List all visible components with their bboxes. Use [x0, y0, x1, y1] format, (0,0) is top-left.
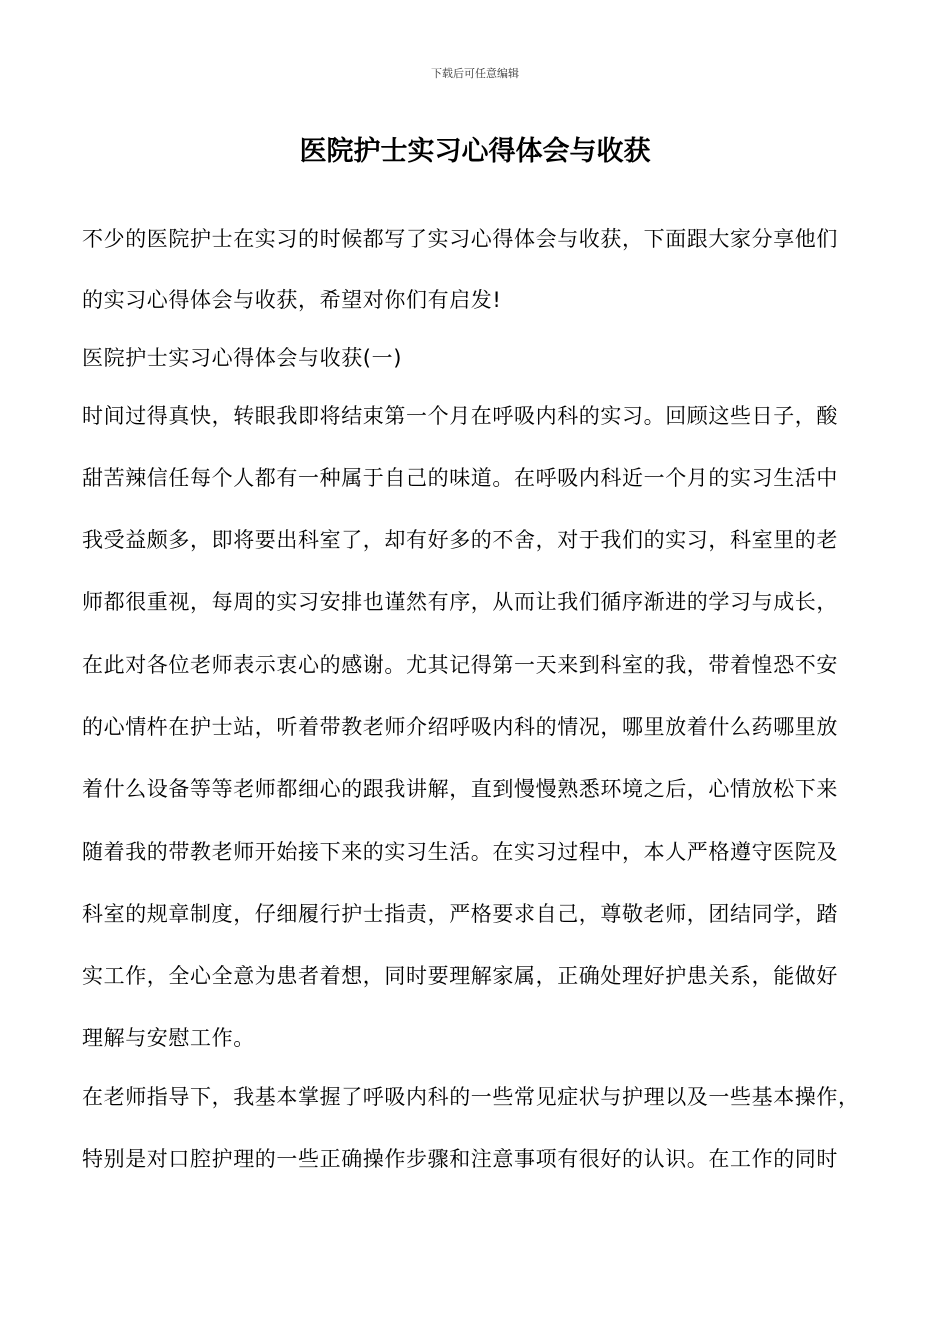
text-line-p2-1: 在老师指导下，我基本掌握了呼吸内科的一些常见症状与护理以及一些基本操作，	[82, 1085, 860, 1109]
text-line-p2-2: 特别是对口腔护理的一些正确操作步骤和注意事项有很好的认识。在工作的同时	[82, 1147, 838, 1171]
text-line-p1-5: 在此对各位老师表示衷心的感谢。尤其记得第一天来到科室的我，带着惶恐不安	[82, 653, 838, 677]
text-line-p1-7: 着什么设备等等老师都细心的跟我讲解，直到慢慢熟悉环境之后，心情放松下来	[82, 777, 838, 801]
text-line-p1-2: 甜苦辣信任每个人都有一种属于自己的味道。在呼吸内科近一个月的实习生活中	[82, 466, 838, 490]
text-line-p1-4: 师都很重视，每周的实习安排也谨然有序，从而让我们循序渐进的学习与成长，	[82, 590, 838, 614]
text-line-p1-9: 科室的规章制度，仔细履行护士指责，严格要求自己，尊敬老师，团结同学，踏	[82, 902, 838, 926]
text-line-intro-1: 不少的医院护士在实习的时候都写了实习心得体会与收获，下面跟大家分享他们	[82, 227, 838, 251]
text-line-p1-8: 随着我的带教老师开始接下来的实习生活。在实习过程中，本人严格遵守医院及	[82, 840, 838, 864]
text-line-p1-3: 我受益颇多，即将要出科室了，却有好多的不舍，对于我们的实习，科室里的老	[82, 528, 838, 552]
text-line-p1-11: 理解与安慰工作。	[82, 1026, 255, 1050]
text-line-intro-2: 的实习心得体会与收获，希望对你们有启发!	[82, 288, 502, 312]
text-line-p1-1: 时间过得真快，转眼我即将结束第一个月在呼吸内科的实习。回顾这些日子，酸	[82, 404, 838, 428]
header-note: 下载后可任意编辑	[431, 67, 519, 80]
section-heading: 医院护士实习心得体会与收获(一)	[82, 346, 402, 370]
document-title: 医院护士实习心得体会与收获	[299, 136, 651, 167]
text-line-p1-10: 实工作，全心全意为患者着想，同时要理解家属，正确处理好护患关系，能做好	[82, 964, 838, 988]
text-line-p1-6: 的心情杵在护士站，听着带教老师介绍呼吸内科的情况，哪里放着什么药哪里放	[82, 715, 838, 739]
